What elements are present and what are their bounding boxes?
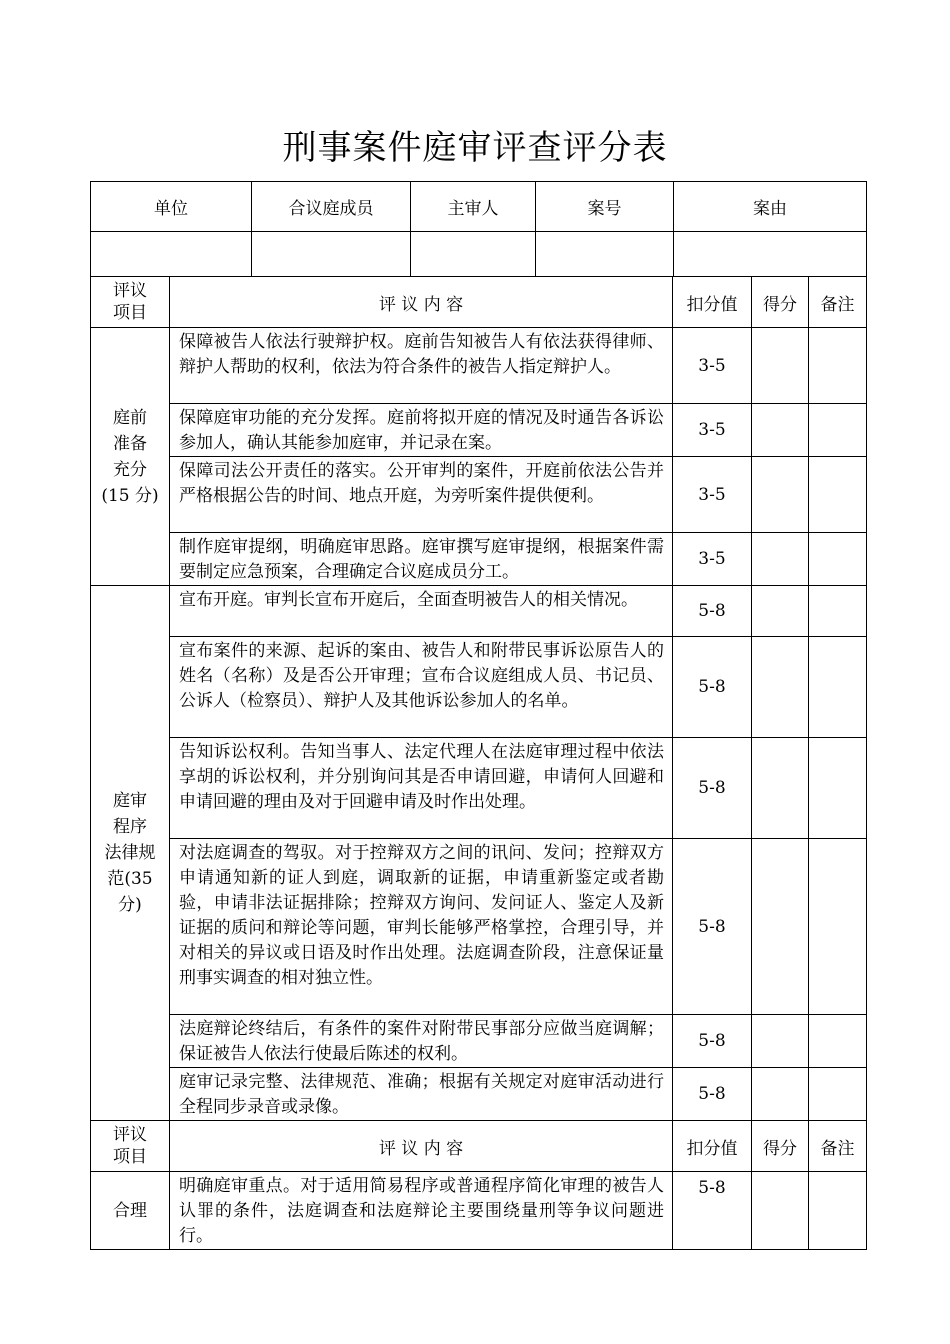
note-cell[interactable] bbox=[809, 404, 867, 457]
criterion-row bbox=[91, 839, 867, 1015]
criterion-content: 宣布开庭。审判长宣布开庭后，全面查明被告人的相关情况。 bbox=[170, 586, 673, 637]
item-header: 评议 项目 bbox=[91, 277, 170, 328]
criterion-row bbox=[91, 328, 867, 404]
criterion-content: 明确庭审重点。对于适用简易程序或普通程序简化审理的被告人认罪的条件，法庭调查和法庭辩论主要围绕量刑等争议问题进行。 bbox=[170, 1172, 673, 1250]
header-presiding-judge: 主审人 bbox=[411, 182, 536, 232]
note-cell[interactable] bbox=[809, 839, 867, 1015]
score-cell[interactable] bbox=[752, 404, 809, 457]
deduction-value: 3-5 bbox=[673, 328, 752, 404]
score-cell[interactable] bbox=[752, 457, 809, 533]
deduction-value: 5-8 bbox=[673, 738, 752, 839]
score-cell[interactable] bbox=[752, 1172, 809, 1250]
score-cell[interactable] bbox=[752, 1068, 809, 1121]
deduction-value: 5-8 bbox=[673, 839, 752, 1015]
criterion-content: 保障被告人依法行驶辩护权。庭前告知被告人有依法获得律师、辩护人帮助的权利，依法为符合条件的被告人指定辩护人。 bbox=[170, 328, 673, 404]
score-cell[interactable] bbox=[752, 839, 809, 1015]
header-case-cause: 案由 bbox=[674, 182, 867, 232]
criterion-content: 宣布案件的来源、起诉的案由、被告人和附带民事诉讼原告人的姓名（名称）及是否公开审理；宣布合议庭组成人员、书记员、公诉人（检察员）、辩护人及其他诉讼参加人的名单。 bbox=[170, 637, 673, 738]
note-cell[interactable] bbox=[809, 457, 867, 533]
item-header: 评议 项目 bbox=[91, 1121, 170, 1172]
note-cell[interactable] bbox=[809, 1015, 867, 1068]
evaluation-table bbox=[90, 276, 867, 1250]
document-title: 刑事案件庭审评查评分表 bbox=[282, 128, 668, 168]
case-cause-value-cell[interactable] bbox=[674, 232, 867, 277]
deduction-value: 3-5 bbox=[673, 533, 752, 586]
criterion-content: 法庭辩论终结后，有条件的案件对附带民事部分应做当庭调解；保证被告人依法行使最后陈述的权利。 bbox=[170, 1015, 673, 1068]
criterion-content: 庭审记录完整、法律规范、准确；根据有关规定对庭审活动进行全程同步录音或录像。 bbox=[170, 1068, 673, 1121]
score-cell[interactable] bbox=[752, 586, 809, 637]
case-info-table bbox=[90, 181, 867, 277]
deduction-value: 3-5 bbox=[673, 404, 752, 457]
category-label: 庭审 程序 法律规 范(35 分) bbox=[91, 586, 170, 1121]
category-label: 庭前 准备 充分 (15 分) bbox=[91, 328, 170, 586]
panel-members-value-cell[interactable] bbox=[252, 232, 411, 277]
second-header-row bbox=[91, 1121, 867, 1172]
deduction-value: 5-8 bbox=[673, 586, 752, 637]
note-cell[interactable] bbox=[809, 586, 867, 637]
criterion-row bbox=[91, 457, 867, 533]
score-cell[interactable] bbox=[752, 533, 809, 586]
deduct-header: 扣分值 bbox=[673, 277, 752, 328]
header-case-number: 案号 bbox=[536, 182, 674, 232]
deduction-value: 3-5 bbox=[673, 457, 752, 533]
deduction-value: 5-8 bbox=[673, 1172, 752, 1250]
criterion-row bbox=[91, 1068, 867, 1121]
deduction-value: 5-8 bbox=[673, 1015, 752, 1068]
score-cell[interactable] bbox=[752, 637, 809, 738]
header-unit: 单位 bbox=[91, 182, 252, 232]
criterion-content: 对法庭调查的驾驭。对于控辩双方之间的讯问、发问；控辩双方申请通知新的证人到庭，调取新的证据，申请重新鉴定或者勘验，申请非法证据排除；控辩双方询问、发问证人、鉴定人及新证据的质问和辩论等问题，审判长能够严格掌控，合理引导，并对相关的异议或日语及时作出处理。法庭调查阶段，注意保证量刑事实调查的相对独立性。 bbox=[170, 839, 673, 1015]
content-header: 评 议 内 容 bbox=[170, 277, 673, 328]
criterion-row bbox=[91, 637, 867, 738]
criterion-row bbox=[91, 738, 867, 839]
note-cell[interactable] bbox=[809, 738, 867, 839]
content-header: 评 议 内 容 bbox=[170, 1121, 673, 1172]
note-header: 备注 bbox=[809, 277, 867, 328]
note-cell[interactable] bbox=[809, 328, 867, 404]
header-panel-members: 合议庭成员 bbox=[252, 182, 411, 232]
note-cell[interactable] bbox=[809, 533, 867, 586]
criterion-row bbox=[91, 1172, 867, 1250]
first-header-row bbox=[91, 277, 867, 328]
criterion-content: 保障庭审功能的充分发挥。庭前将拟开庭的情况及时通告各诉讼参加人，确认其能参加庭审，并记录在案。 bbox=[170, 404, 673, 457]
criterion-row bbox=[91, 586, 867, 637]
note-cell[interactable] bbox=[809, 1068, 867, 1121]
note-header: 备注 bbox=[809, 1121, 867, 1172]
criterion-row bbox=[91, 404, 867, 457]
criterion-content: 告知诉讼权利。告知当事人、法定代理人在法庭审理过程中依法享胡的诉讼权利，并分别询问其是否申请回避，申请何人回避和申请回避的理由及对于回避申请及时作出处理。 bbox=[170, 738, 673, 839]
note-cell[interactable] bbox=[809, 637, 867, 738]
category-label: 合理 bbox=[91, 1172, 170, 1250]
score-cell[interactable] bbox=[752, 738, 809, 839]
deduction-value: 5-8 bbox=[673, 1068, 752, 1121]
case-number-value-cell[interactable] bbox=[536, 232, 674, 277]
deduct-header: 扣分值 bbox=[673, 1121, 752, 1172]
criterion-row bbox=[91, 533, 867, 586]
score-header: 得分 bbox=[752, 1121, 809, 1172]
score-cell[interactable] bbox=[752, 328, 809, 404]
criterion-content: 制作庭审提纲，明确庭审思路。庭审撰写庭审提纲，根据案件需要制定应急预案，合理确定合议庭成员分工。 bbox=[170, 533, 673, 586]
deduction-value: 5-8 bbox=[673, 637, 752, 738]
score-cell[interactable] bbox=[752, 1015, 809, 1068]
criterion-row bbox=[91, 1015, 867, 1068]
criterion-content: 保障司法公开责任的落实。公开审判的案件，开庭前依法公告并严格根据公告的时间、地点开庭，为旁听案件提供便利。 bbox=[170, 457, 673, 533]
presiding-judge-value-cell[interactable] bbox=[411, 232, 536, 277]
unit-value-cell[interactable] bbox=[91, 232, 252, 277]
note-cell[interactable] bbox=[809, 1172, 867, 1250]
score-header: 得分 bbox=[752, 277, 809, 328]
